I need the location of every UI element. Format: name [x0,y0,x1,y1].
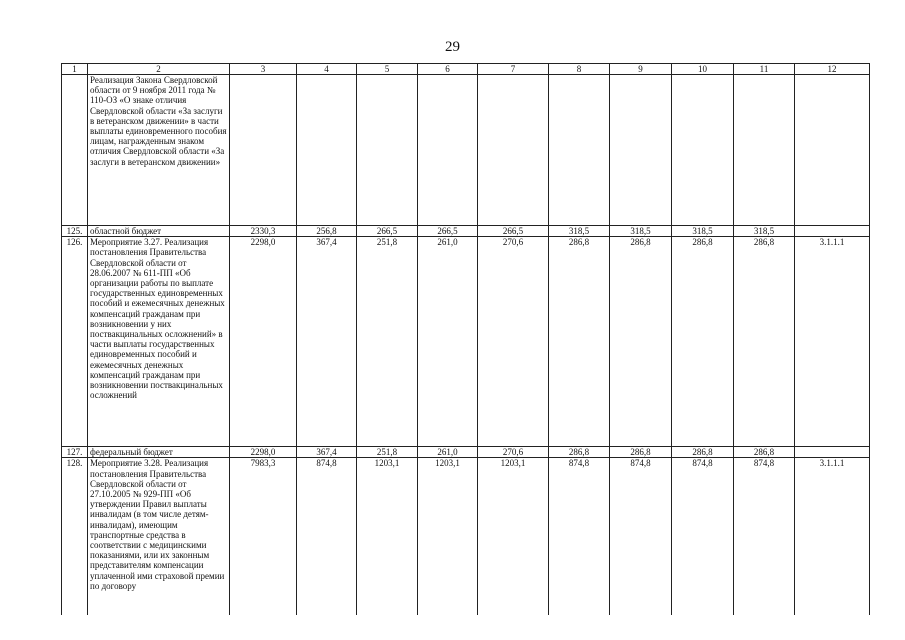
value-cell: 367,4 [297,237,357,447]
header-cell-9: 9 [610,64,672,75]
header-cell-4: 4 [297,64,357,75]
value-cell: 286,8 [610,447,672,458]
value-cell: 7983,3 [230,458,297,616]
table-row [62,75,870,226]
table-row [62,237,870,447]
row-name: Реализация Закона Свердловской области от 9 ноября 2011 года № 110-ОЗ «О знаке отличия Свердловской области «За заслуги в ветеранском движении» в части выплаты единовременного пособия лицам, награжденным знаком отличия Свердловской области «За заслуги в ветеранском движении» [88,75,230,226]
page-number: 29 [445,39,460,55]
value-cell: 266,5 [357,226,418,237]
value-cell: 261,0 [418,447,478,458]
value-cell: 286,8 [610,237,672,447]
header-cell-7: 7 [478,64,549,75]
value-cell: 2330,3 [230,226,297,237]
value-cell: 286,8 [734,447,795,458]
value-cell: 286,8 [549,447,610,458]
header-cell-2: 2 [88,64,230,75]
row-name: Мероприятие 3.27. Реализация постановления Правительства Свердловской области от 28.06.2007 № 611-ПП «Об организации работы по выплате государственных единовременных пособий и ежемесячных денежных компенсаций гражданам при возникновении у них поствакцинальных осложнений» в части выплаты государственных единовременных пособий и ежемесячных денежных компенсаций гражданам при возникновении поствакцинальных осложнений [88,237,230,447]
value-cell: 874,8 [610,458,672,616]
header-row [62,64,870,75]
budget-table [61,63,870,615]
value-cell: 256,8 [297,226,357,237]
value-cell [297,75,357,226]
value-cell [610,75,672,226]
value-cell: 270,6 [478,237,549,447]
value-cell: 251,8 [357,237,418,447]
row-number: 127. [62,447,88,458]
value-cell: 367,4 [297,447,357,458]
value-cell: 286,8 [672,447,734,458]
header-cell-6: 6 [418,64,478,75]
header-cell-10: 10 [672,64,734,75]
target-code [795,447,870,458]
header-cell-12: 12 [795,64,870,75]
target-code [795,226,870,237]
value-cell: 1203,1 [418,458,478,616]
value-cell: 318,5 [610,226,672,237]
target-code: 3.1.1.1 [795,237,870,447]
value-cell: 1203,1 [357,458,418,616]
table-row [62,447,870,458]
table-row [62,458,870,616]
value-cell: 266,5 [478,226,549,237]
value-cell: 270,6 [478,447,549,458]
value-cell [357,75,418,226]
value-cell: 251,8 [357,447,418,458]
value-cell: 874,8 [549,458,610,616]
row-name: Мероприятие 3.28. Реализация постановления Правительства Свердловской области от 27.10.2005 № 929-ПП «Об утверждении Правил выплаты инвалидам (в том числе детям-инвалидам), имеющим транспортные средства в соответствии с медицинскими показаниями, или их законным представителям компенсации уплаченной ими страховой премии по договору [88,458,230,616]
value-cell [672,75,734,226]
value-cell: 2298,0 [230,237,297,447]
value-cell: 874,8 [734,458,795,616]
header-cell-11: 11 [734,64,795,75]
table-row [62,226,870,237]
value-cell [734,75,795,226]
value-cell [549,75,610,226]
row-name: областной бюджет [88,226,230,237]
header-cell-3: 3 [230,64,297,75]
value-cell [478,75,549,226]
value-cell: 874,8 [672,458,734,616]
target-code [795,75,870,226]
value-cell [418,75,478,226]
value-cell: 1203,1 [478,458,549,616]
value-cell: 318,5 [672,226,734,237]
value-cell: 286,8 [734,237,795,447]
value-cell: 261,0 [418,237,478,447]
value-cell [230,75,297,226]
value-cell: 318,5 [549,226,610,237]
value-cell: 286,8 [672,237,734,447]
value-cell: 2298,0 [230,447,297,458]
row-number: 128. [62,458,88,616]
row-name: федеральный бюджет [88,447,230,458]
header-cell-8: 8 [549,64,610,75]
value-cell: 874,8 [297,458,357,616]
row-number: 125. [62,226,88,237]
value-cell: 286,8 [549,237,610,447]
row-number [62,75,88,226]
target-code: 3.1.1.1 [795,458,870,616]
value-cell: 266,5 [418,226,478,237]
header-cell-1: 1 [62,64,88,75]
value-cell: 318,5 [734,226,795,237]
row-number: 126. [62,237,88,447]
header-cell-5: 5 [357,64,418,75]
